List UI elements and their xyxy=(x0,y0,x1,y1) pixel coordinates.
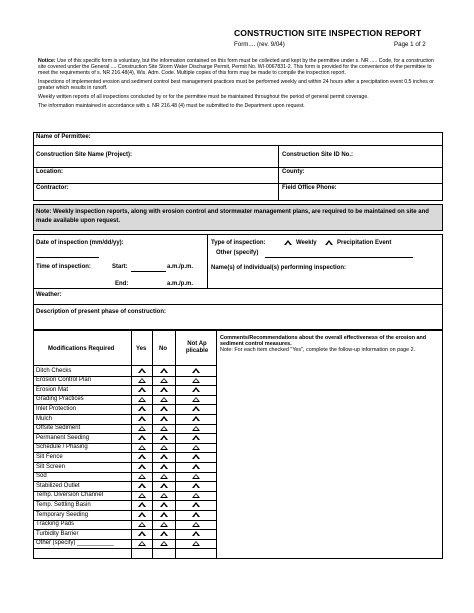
other-type-line[interactable] xyxy=(265,257,413,258)
comments-header: Comments/Recommendations about the overall effectiveness of the erosion and sediment control measures. xyxy=(220,335,427,347)
na-checkbox-icon[interactable] xyxy=(192,464,200,469)
no-checkbox-icon[interactable] xyxy=(160,541,168,546)
no-checkbox-icon[interactable] xyxy=(160,445,168,450)
inspection-requirement: Inspections of implemented erosion and sediment control best management practices must be performed weekly and within 24 hours after a precipitation event 0.5 inches or greater which results in runoff. xyxy=(38,79,434,92)
table-row-label: Turbidity Barrier xyxy=(36,530,79,537)
table-row-label: Inlet Protection xyxy=(36,405,77,412)
submission-note: The information maintained in accordance with s. NR 216.48 (4) must be submitted to the Department upon request. xyxy=(38,103,305,109)
table-row-label: Temp. Diversion Channel xyxy=(36,492,104,499)
table-row-label: Sod xyxy=(36,473,47,480)
table-row-label: Stabilized Outlet xyxy=(36,482,80,489)
na-checkbox-icon[interactable] xyxy=(192,522,200,527)
table-row-label: Silt Screen xyxy=(36,463,66,470)
na-checkbox-icon[interactable] xyxy=(192,454,200,459)
na-checkbox-icon[interactable] xyxy=(192,512,200,517)
na-checkbox-icon[interactable] xyxy=(192,493,200,498)
yes-checkbox-icon[interactable] xyxy=(138,522,146,527)
inspection-date-label: Date of inspection (mm/dd/yy): xyxy=(36,240,124,246)
notice-label: Notice: xyxy=(38,58,56,64)
form-revision: Form.... (rev. 9/04) xyxy=(234,41,285,48)
yes-checkbox-icon[interactable] xyxy=(138,454,146,459)
yes-checkbox-icon[interactable] xyxy=(138,531,146,536)
table-row-label: Offsite Sediment xyxy=(36,425,81,432)
na-checkbox-icon[interactable] xyxy=(192,502,200,507)
county-field[interactable]: County: xyxy=(282,169,305,175)
table-row-label: Tracking Pads xyxy=(36,521,75,528)
weekly-checkbox-icon[interactable] xyxy=(284,240,292,245)
no-checkbox-icon[interactable] xyxy=(160,502,168,507)
table-row-label: Erosion Control Plan xyxy=(36,377,92,384)
yes-checkbox-icon[interactable] xyxy=(138,387,146,392)
report-title: CONSTRUCTION SITE INSPECTION REPORT xyxy=(234,28,422,38)
na-checkbox-icon[interactable] xyxy=(192,531,200,536)
end-time-label: End: xyxy=(115,281,129,287)
no-checkbox-icon[interactable] xyxy=(160,435,168,440)
yes-checkbox-icon[interactable] xyxy=(138,416,146,421)
start-time-label: Start: xyxy=(112,264,128,270)
yes-checkbox-icon[interactable] xyxy=(138,426,146,431)
no-checkbox-icon[interactable] xyxy=(160,416,168,421)
no-checkbox-icon[interactable] xyxy=(160,493,168,498)
na-checkbox-icon[interactable] xyxy=(192,474,200,479)
site-name-field[interactable]: Construction Site Name (Project): xyxy=(36,152,133,158)
no-checkbox-icon[interactable] xyxy=(160,522,168,527)
yes-checkbox-icon[interactable] xyxy=(138,445,146,450)
no-checkbox-icon[interactable] xyxy=(160,406,168,411)
table-row-label: Silt Fence xyxy=(36,453,63,460)
yes-checkbox-icon[interactable] xyxy=(138,464,146,469)
no-checkbox-icon[interactable] xyxy=(160,464,168,469)
start-time-line[interactable] xyxy=(131,271,166,272)
note-text: Note: Weekly inspection reports, along with erosion control and stormwater management plans, are required to be maintained on site and made available upon request. xyxy=(36,209,429,224)
yes-column-header: Yes xyxy=(136,346,147,352)
start-ampm: a.m./p.m. xyxy=(167,264,194,270)
na-checkbox-icon[interactable] xyxy=(192,541,200,546)
no-checkbox-icon[interactable] xyxy=(160,512,168,517)
na-column-header: Not Ap plicable xyxy=(185,341,209,354)
end-ampm: a.m./p.m. xyxy=(167,281,194,287)
table-row-label: Temp. Settling Basin xyxy=(36,501,91,508)
yes-checkbox-icon[interactable] xyxy=(138,397,146,402)
table-row-label: Erosion Mat xyxy=(36,386,69,393)
table-row-label: Ditch Checks xyxy=(36,367,72,374)
other-type-label: Other (specify) xyxy=(216,250,259,256)
na-checkbox-icon[interactable] xyxy=(192,406,200,411)
no-checkbox-icon[interactable] xyxy=(160,378,168,383)
precipitation-label: Precipitation Event xyxy=(337,240,392,246)
notice-section xyxy=(38,58,438,112)
no-checkbox-icon[interactable] xyxy=(160,454,168,459)
inspection-time-label: Time of inspection: xyxy=(36,264,91,270)
na-checkbox-icon[interactable] xyxy=(192,416,200,421)
no-checkbox-icon[interactable] xyxy=(160,483,168,488)
na-checkbox-icon[interactable] xyxy=(192,397,200,402)
modifications-column-header: Modifications Required xyxy=(48,346,115,352)
table-row-label: Temporary Seeding xyxy=(36,511,89,518)
permittee-field[interactable]: Name of Permittee: xyxy=(36,134,91,140)
table-row-divider xyxy=(33,414,216,415)
page-number: Page 1 of 2 xyxy=(394,41,426,48)
no-checkbox-icon[interactable] xyxy=(160,368,168,373)
na-checkbox-icon[interactable] xyxy=(192,426,200,431)
comments-note: Note: For each item checked "Yes", complete the follow-up information on page 2. xyxy=(220,347,416,353)
inspection-type-label: Type of inspection: xyxy=(211,240,266,246)
yes-checkbox-icon[interactable] xyxy=(138,435,146,440)
no-checkbox-icon[interactable] xyxy=(160,474,168,479)
yes-checkbox-icon[interactable] xyxy=(138,493,146,498)
table-row-label: Other (specify) ___________ xyxy=(36,540,114,547)
table-row-label: Mulch xyxy=(36,415,53,422)
weather-field[interactable]: Weather: xyxy=(36,292,62,298)
table-row-label: Grading Practices xyxy=(36,396,84,403)
no-column-header: No xyxy=(159,346,167,352)
na-checkbox-icon[interactable] xyxy=(192,368,200,373)
inspection-date-line[interactable] xyxy=(36,257,99,258)
comments-section[interactable] xyxy=(220,335,440,353)
yes-checkbox-icon[interactable] xyxy=(138,406,146,411)
yes-checkbox-icon[interactable] xyxy=(138,502,146,507)
na-checkbox-icon[interactable] xyxy=(192,387,200,392)
table-row-divider xyxy=(33,548,216,549)
notice-text: Use of this specific form is voluntary, but the information contained on this form must be collected and kept by the permittee under s. NR ..... Code, for a construction site covered under the General .... Construction Site Storm Water Discharge Permit, Permit No. WI-0067831-2. This form is provided for the convenience of the permittee to meet the requirements of s. NR 216.48(4), Wis. Adm. Code. Multiple copies of this form may be made to compile the inspection report. xyxy=(38,58,434,77)
precipitation-checkbox-icon[interactable] xyxy=(325,240,333,245)
yes-checkbox-icon[interactable] xyxy=(138,474,146,479)
no-checkbox-icon[interactable] xyxy=(160,531,168,536)
no-checkbox-icon[interactable] xyxy=(160,426,168,431)
inspection-details-box xyxy=(33,234,443,330)
yes-checkbox-icon[interactable] xyxy=(138,368,146,373)
site-id-field[interactable]: Construction Site ID No.: xyxy=(282,152,353,158)
yes-checkbox-icon[interactable] xyxy=(138,483,146,488)
na-checkbox-icon[interactable] xyxy=(192,483,200,488)
no-checkbox-icon[interactable] xyxy=(160,397,168,402)
location-field[interactable]: Location: xyxy=(36,169,63,175)
field-office-phone-field[interactable]: Field Office Phone: xyxy=(282,185,337,191)
table-row-divider xyxy=(33,472,216,473)
contractor-field[interactable]: Contractor: xyxy=(36,185,69,191)
report-retention: Weekly written reports of all inspections conducted by or for the permittee must be maintained throughout the period of general permit coverage. xyxy=(38,94,369,101)
table-row-label: Schedule / Phasing xyxy=(36,444,88,451)
na-checkbox-icon[interactable] xyxy=(192,435,200,440)
inspectors-field[interactable]: Name(s) of individual(s) performing inspection: xyxy=(211,265,347,271)
yes-checkbox-icon[interactable] xyxy=(138,512,146,517)
yes-checkbox-icon[interactable] xyxy=(138,541,146,546)
end-time-line[interactable] xyxy=(131,288,166,289)
yes-checkbox-icon[interactable] xyxy=(138,378,146,383)
no-checkbox-icon[interactable] xyxy=(160,387,168,392)
na-checkbox-icon[interactable] xyxy=(192,445,200,450)
construction-phase-field[interactable]: Description of present phase of construction: xyxy=(36,309,167,315)
table-row-label: Permanent Seeding xyxy=(36,434,90,441)
weekly-label: Weekly xyxy=(296,240,317,246)
na-checkbox-icon[interactable] xyxy=(192,378,200,383)
